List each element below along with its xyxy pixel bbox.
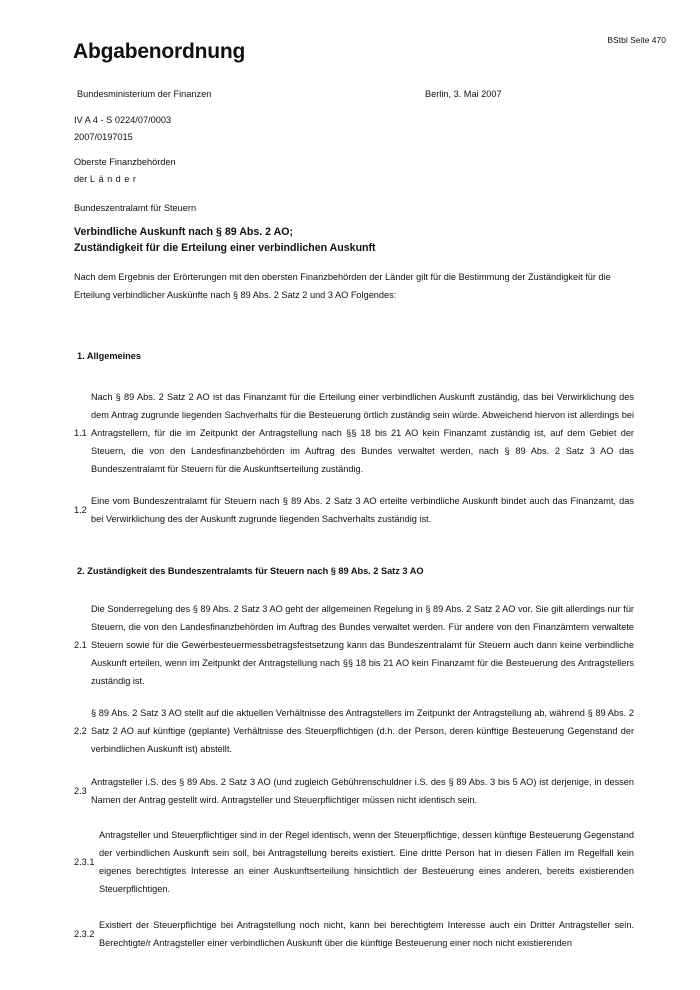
reference-number: IV A 4 - S 0224/07/0003 — [74, 115, 172, 125]
paragraph — [74, 492, 634, 528]
paragraph — [74, 773, 634, 809]
paragraph — [74, 704, 634, 758]
paragraph — [74, 600, 634, 690]
document-number: 2007/0197015 — [74, 132, 133, 142]
paragraph-number: 2.3.2 — [74, 929, 95, 939]
paragraph-number: 1.1 — [74, 428, 87, 438]
paragraph — [74, 826, 634, 898]
reference-block — [74, 112, 171, 146]
paragraph-number: 2.3.1 — [74, 857, 95, 867]
paragraph-text: Eine vom Bundeszentralamt für Steuern nach § 89 Abs. 2 Satz 3 AO erteilte verbindliche Auskunft bindet auch das Finanzamt, das bei Verwirklichung des der Auskunft zugrunde liegenden Sachverhalts zuständig ist. — [91, 496, 634, 524]
recipient-line-2 — [74, 171, 176, 188]
intro-paragraph: Nach dem Ergebnis der Erörterungen mit den obersten Finanzbehörden der Länder gilt für die Bestimmung der Zuständigkeit für die Erteilung verbindlicher Auskünfte nach § 89 Abs. 2 Satz 2 und 3 AO Folgendes: — [74, 272, 611, 300]
paragraph-text: Antragsteller i.S. des § 89 Abs. 2 Satz 3 AO (und zugleich Gebührenschuldner i.S. des § 89 Abs. 3 bis 5 AO) ist derjenige, in dessen Namen der Antrag gestellt wird. Antragsteller und Steuerpflichtiger müssen nicht identisch sein. — [91, 777, 634, 805]
paragraph — [74, 916, 634, 954]
paragraph-text: Existiert der Steuerpflichtige bei Antragstellung noch nicht, kann bei berechtigtem Interesse auch ein Dritter Antragsteller sein. Berechtigte/r Antragsteller einer verbindlichen Auskunft über die künftige Besteuerung einer noch nicht existierenden — [99, 920, 634, 948]
paragraph-text: Die Sonderregelung des § 89 Abs. 2 Satz 3 AO geht der allgemeinen Regelung in § 89 Abs. 2 Satz 2 AO vor. Sie gilt allerdings nur für Steuern, die von den Landesfinanzbehörden im Auftrag des Bundes verwaltet werden. Für andere von den Finanzämtern verwaltete Steuern sowie für die Gewerbesteuermessbetragsfestsetzung kann das Bundeszentralamt für Steuern auch dann keine verbindliche Auskunft erteilen, wenn im Zeitpunkt der Antragstellung nach §§ 18 bis 21 AO kein Finanzamt für die Besteuerung des Antragstellers zuständig ist. — [91, 604, 634, 686]
subject-line: Verbindliche Auskunft nach § 89 Abs. 2 AO; — [74, 226, 293, 238]
paragraph-text: Antragsteller und Steuerpflichtiger sind in der Regel identisch, wenn der Steuerpflichtige, dessen künftige Besteuerung Gegenstand der verbindlichen Auskunft sein soll, bei Antragstellung bereits existiert. Eine dritte Person hat in diesen Fällen im Regelfall kein eigenes berechtigtes Interesse an einer Auskunftserteilung hinsichtlich der Besteuerung eines anderen, bereits existierenden Steuerpflichtigen. — [99, 830, 634, 894]
paragraph-number: 2.1 — [74, 640, 87, 650]
paragraph-number: 2.2 — [74, 726, 87, 736]
paragraph-number: 1.2 — [74, 505, 87, 515]
page-label: BStbl Seite 470 — [607, 35, 666, 45]
paragraph — [74, 388, 634, 478]
subject-line: Zuständigkeit für die Erteilung einer verbindlichen Auskunft — [74, 242, 376, 254]
recipient-der: der — [74, 174, 88, 184]
sender: Bundesministerium der Finanzen — [77, 89, 212, 99]
subject — [74, 224, 376, 256]
date: Berlin, 3. Mai 2007 — [425, 89, 502, 99]
recipient-block — [74, 154, 176, 188]
recipient-bzst: Bundeszentralamt für Steuern — [74, 203, 197, 213]
section-heading: 2. Zuständigkeit des Bundeszentralamts für Steuern nach § 89 Abs. 2 Satz 3 AO — [77, 566, 424, 576]
document-title: Abgabenordnung — [73, 40, 246, 63]
section-heading: 1. Allgemeines — [77, 351, 141, 361]
paragraph-text: § 89 Abs. 2 Satz 3 AO stellt auf die aktuellen Verhältnisse des Antragstellers im Zeitpunkt der Antragstellung ab, während § 89 Abs. 2 Satz 2 AO auf künftige (geplante) Verhältnisse des Steuerpflichtigen (d.h. der Person, deren künftige Besteuerung Gegenstand der verbindlichen Auskunft ist) abstellt. — [91, 708, 634, 754]
paragraph-number: 2.3 — [74, 786, 87, 796]
recipient-line: Oberste Finanzbehörden — [74, 157, 176, 167]
recipient-laender: Länder — [89, 174, 140, 184]
paragraph-text: Nach § 89 Abs. 2 Satz 2 AO ist das Finanzamt für die Erteilung einer verbindlichen Auskunft zuständig, das bei Verwirklichung des dem Antrag zugrunde liegenden Sachverhalts für die Besteuerung örtlich zuständig sein würde. Abweichend hiervon ist allerdings bei Antragstellern, für die im Zeitpunkt der Antragstellung nach §§ 18 bis 21 AO kein Finanzamt zuständig ist, auf dem Gebiet der Steuern, die von den Landesfinanzbehörden im Auftrag des Bundes verwaltet werden, nach § 89 Abs. 2 Satz 3 AO das Bundeszentralamt für Steuern für die Auskunftserteilung zuständig. — [91, 392, 634, 474]
